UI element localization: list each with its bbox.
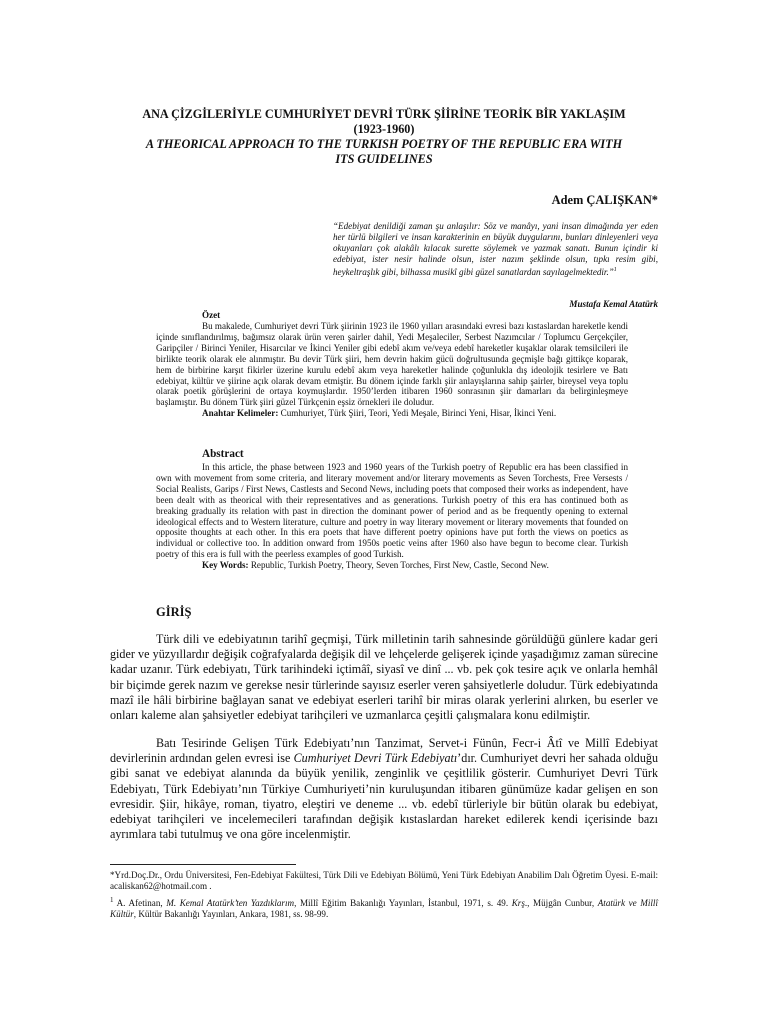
ozet-keywords-label: Anahtar Kelimeler: (202, 408, 279, 419)
footnote-1 (110, 895, 658, 920)
ozet-keywords-list: Cumhuriyet, Türk Şiiri, Teori, Yedi Meşale, Birinci Yeni, Hisar, İkinci Yeni. (280, 408, 557, 419)
section-heading-giris: GİRİŞ (156, 605, 192, 619)
ozet-heading: Özet (202, 310, 221, 320)
p2-text-a: Batı Tesirinde Gelişen Türk Edebiyatı’nın Tanzimat, Servet-i Fünûn, Fecr-i Âtî ve Millî Edebiyat devirlerinin ardından gelen evresi ise (110, 736, 658, 766)
title-turkish: ANA ÇİZGİLERİYLE CUMHURİYET DEVRİ TÜRK ŞİİRİNE TEORİK BİR YAKLAŞIM (142, 107, 626, 121)
title-english-line2: ITS GUIDELINES (335, 152, 433, 166)
abstract-keywords-label: Key Words: (202, 560, 249, 571)
p2-text-b: ’dır. Cumhuriyet devri her sahada olduğu gibi sanat ve edebiyat alanında da büyük yenilik, zenginlik ve çeşitlilik gösterir. Cumhuriyet Devri Türk Edebiyatı, Türk Edebiyatı’nın Türkiye Cumhuriyeti’nin kuruluşundan itibaren günümüze kadar gelişen en son evresidir. Şiir, hikâye, roman, tiyatro, eleştiri ve deneme ... vb. edebî türleriyle bir bütün olarak bu edebiyat, edebiyat tarihçileri ve incelemecileri tarafından değişik kıstaslardan hareket edilerek kendi içerisinde bazı ayrımlara tabi tutulmuş ve ona göre incelenmiştir. (110, 751, 658, 842)
epigraph-text: “Edebiyat denildiği zaman şu anlaşılır: Söz ve manâyı, yani insan dimağında yer eden her türlü bilgileri ve insan karakterinin en büyük duygularını, bunları dinleyenleri veya okuyanları çok alakâlı kılacak surette söylemek ve yazmak sanatı. Bunun içindir ki edebiyat, ister nesir halinde olsun, ister nazım şeklinde olsun, tıpkı resim gibi, heykeltraşlık gibi, bilhassa musikî gibi güzel sanatlardan sayılagelmektedir.” (333, 221, 658, 278)
footnote-1-krs: Krş (511, 898, 525, 909)
author-name: Adem ÇALIŞKAN* (551, 193, 658, 207)
paper-title (110, 107, 658, 167)
footnote-1-number: 1 (110, 896, 114, 904)
title-years: (1923-1960) (353, 122, 415, 136)
footnote-divider (110, 864, 296, 865)
abstract-text: In this article, the phase between 1923 and 1960 years of the Turkish poetry of Republic era has been classified in own with movement from some criteria, and literary movement and/or literary movements as Seven Torchests, Free Versests / Social Realists, Garips / First News, Castlests and Second News, including poets that composed their works as independent, have been dealt with as theorical with their representatives and as generations. Turkish poetry of this era has continued both as breaking gradually its relation with past in direction the dominant power of period and as be frequently opening to external ideological effects and to Western literature, culture and poetry in way literary movement or literary movements that founded on opposite thoughts at each other. In this era poets that have different poetry opinions have put forth the views on poetics as individual or collective too. In addition onward from 1950s poetic veins after 1960 also have begun to become clear. Turkish poetry of this era is full with the peerless examples of good Turkish. (156, 462, 628, 560)
title-english-line1: A THEORICAL APPROACH TO THE TURKISH POETRY OF THE REPUBLIC ERA WITH (145, 137, 623, 151)
footnote-author: *Yrd.Doç.Dr., Ordu Üniversitesi, Fen-Edebiyat Fakültesi, Türk Dili ve Edebiyatı Bölümü, Yeni Türk Edebiyatı Anabilim Dalı Öğretim Üyesi. E-mail: acaliskan62@hotmail.com . (110, 870, 658, 891)
abstract-keywords-list: Republic, Turkish Poetry, Theory, Seven Torches, First New, Castle, Second New. (250, 560, 549, 571)
footnote-1-text-c: ., Müjgân Cunbur, (524, 898, 598, 909)
footnote-1-text-a: A. Afetinan, (113, 898, 167, 909)
ozet-text: Bu makalede, Cumhuriyet devri Türk şiirinin 1923 ile 1960 yılları arasındaki evresi bazı kıstaslardan hareketle kendi içinde sınıflandırılmış, bağımsız olarak ürün veren şairler dahil, Yedi Meşaleciler, Serbest Nazımcılar / Toplumcu Gerçekçiler, Garipçiler / Birinci Yeniler, Hisarcılar ve İkinci Yeniler gibi edebî akım ve/veya edebî hareketler kuşaklar olarak temsilcileri ile birlikte teorik olarak ele alınmıştır. Bu devir Türk şiiri, hem devrin hakim gücü doğrultusunda geçmişle bağı gittikçe koparak, hem de birbirine karşıt fikirler üzerine kurulu edebî akım veya hareketler halinde çoğunlukla dış ideolojik tesirlere ve Batı edebiyat, kültür ve şiirine açık olarak devam etmiştir. Bu dönem içinde farklı şiir anlayışlarına sahip şairler, bireysel veya toplu olarak poetik görüşlerini de ortaya koymuşlardır. 1950’lerden itibaren 1960 sonrasının şiir damarları da belirginleşmeye başlamıştır. Bu dönem Türk şiiri güzel Türkçenin eşsiz örnekleri ile doludur. (156, 321, 628, 408)
footnote-1-text-b: , Millî Eğitim Bakanlığı Yayınları, İstanbul, 1971, s. 49. (294, 898, 512, 909)
abstract-block (156, 462, 628, 571)
body-paragraph-2 (110, 736, 658, 842)
abstract-heading: Abstract (202, 448, 244, 460)
epigraph-source: Mustafa Kemal Atatürk (569, 299, 658, 309)
body-paragraph-1: Türk dili ve edebiyatının tarihî geçmişi, Türk milletinin tarih sahnesinde görüldüğü günlere kadar geri gider ve yüzyıllardır değişik coğrafyalarda değişik dil ve lehçelerde gelişerek içinde yaşadığımız zaman sürecine kadar uzanır. Türk edebiyatı, Türk tarihindeki içtimâî, siyasî ve dinî ... vb. pek çok tesire açık ve onlarla hemhâl bir biçimde gerek nazım ve gerekse nesir türlerinde sayısız eserler veren şahsiyetlerle doludur. Türk edebiyatında mazî ile hâli birbirine bağlayan sanat ve edebiyat eserleri tarihî bir miras olarak yerlerini alırken, bu eserler ve onları kaleme alan şahsiyetler edebiyat tarihçileri ve uzmanlarca çeşitli çalışmalara konu edilmiştir. (110, 632, 658, 723)
epigraph-footnote-ref: 1 (613, 267, 617, 274)
footnote-1-text-d: , Kültür Bakanlığı Yayınları, Ankara, 1981, ss. 98-99. (133, 909, 329, 920)
footnote-1-book-title: M. Kemal Atatürk’ten Yazdıklarım (166, 898, 295, 909)
epigraph (333, 221, 658, 279)
ozet-keywords (156, 408, 628, 419)
ozet-block (156, 321, 628, 419)
p2-italic-term: Cumhuriyet Devri Türk Edebiyatı (293, 751, 458, 766)
abstract-keywords (156, 560, 628, 571)
footnote-1-book-title-2: Atatürk ve Millî Kültür (110, 898, 658, 920)
